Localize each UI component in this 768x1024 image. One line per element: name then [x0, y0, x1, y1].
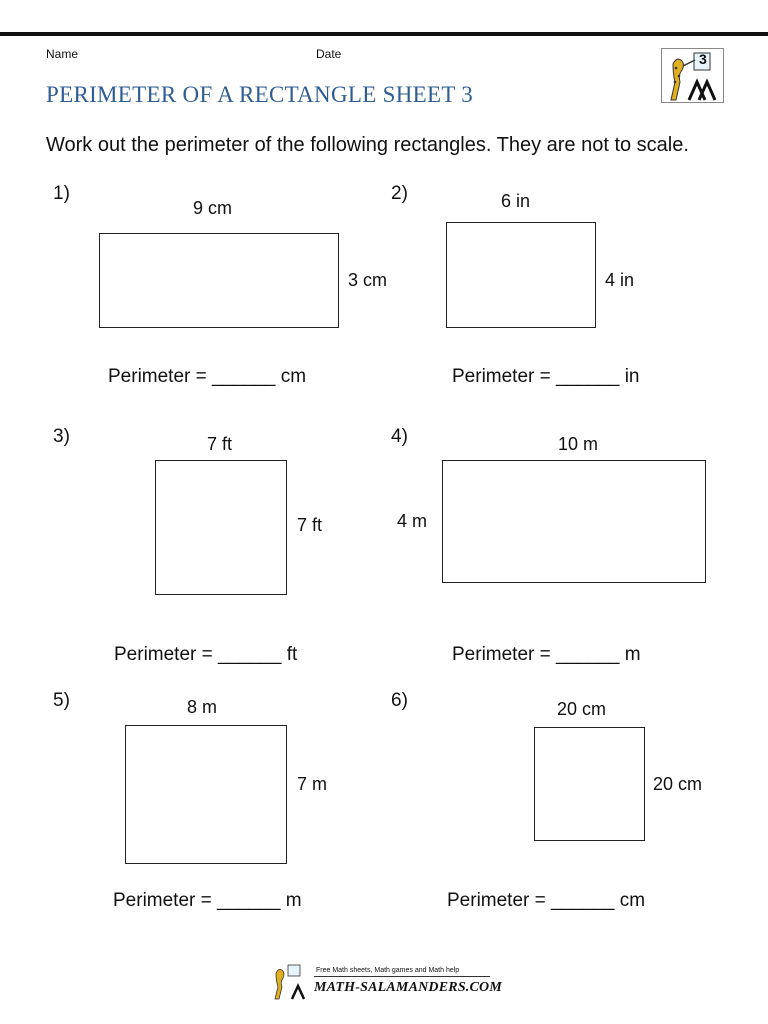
footer-rule	[314, 976, 490, 977]
rectangle-2	[446, 222, 596, 328]
instructions: Work out the perimeter of the following rectangles. They are not to scale.	[46, 134, 689, 156]
footer-tagline: Free Math sheets, Math games and Math help	[316, 967, 460, 974]
height-label: 20 cm	[653, 774, 703, 794]
problem-number: 2)	[391, 183, 408, 204]
problem-number: 4)	[391, 426, 408, 447]
width-label: 6 in	[501, 191, 531, 211]
width-label: 8 m	[187, 697, 218, 717]
rectangle-6	[534, 727, 645, 841]
problem-number: 1)	[53, 183, 70, 204]
date-label: Date	[316, 47, 342, 61]
rectangle-4	[442, 460, 706, 583]
height-label: 3 cm	[348, 270, 388, 290]
footer-salamander-icon	[270, 963, 314, 1001]
perimeter-answer: Perimeter = ______ m	[452, 644, 641, 665]
problem-number: 5)	[53, 690, 70, 711]
problem-number: 6)	[391, 690, 408, 711]
width-label: 10 m	[558, 434, 599, 454]
rectangle-5	[125, 725, 287, 864]
top-rule	[0, 32, 768, 36]
perimeter-answer: Perimeter = ______ ft	[114, 644, 298, 665]
problem-number: 3)	[53, 426, 70, 447]
rectangle-1	[99, 233, 339, 328]
perimeter-answer: Perimeter = ______ cm	[108, 366, 307, 387]
perimeter-answer: Perimeter = ______ m	[113, 890, 302, 911]
height-label: 4 m	[397, 511, 428, 531]
logo-number: 3	[699, 51, 707, 67]
perimeter-answer: Perimeter = ______ cm	[447, 890, 646, 911]
height-label: 4 in	[605, 270, 635, 290]
width-label: 7 ft	[207, 434, 233, 454]
height-label: 7 ft	[297, 515, 323, 535]
page-title: PERIMETER OF A RECTANGLE SHEET 3	[46, 82, 474, 107]
name-label: Name	[46, 47, 79, 61]
width-label: 20 cm	[557, 699, 607, 719]
height-label: 7 m	[297, 774, 328, 794]
footer-site-name[interactable]: MATH-SALAMANDERS.COM	[314, 980, 502, 995]
footer-logo	[270, 963, 500, 1001]
rectangle-3	[155, 460, 287, 595]
width-label: 9 cm	[193, 198, 233, 218]
perimeter-answer: Perimeter = ______ in	[452, 366, 640, 387]
salamander-logo	[661, 48, 724, 103]
